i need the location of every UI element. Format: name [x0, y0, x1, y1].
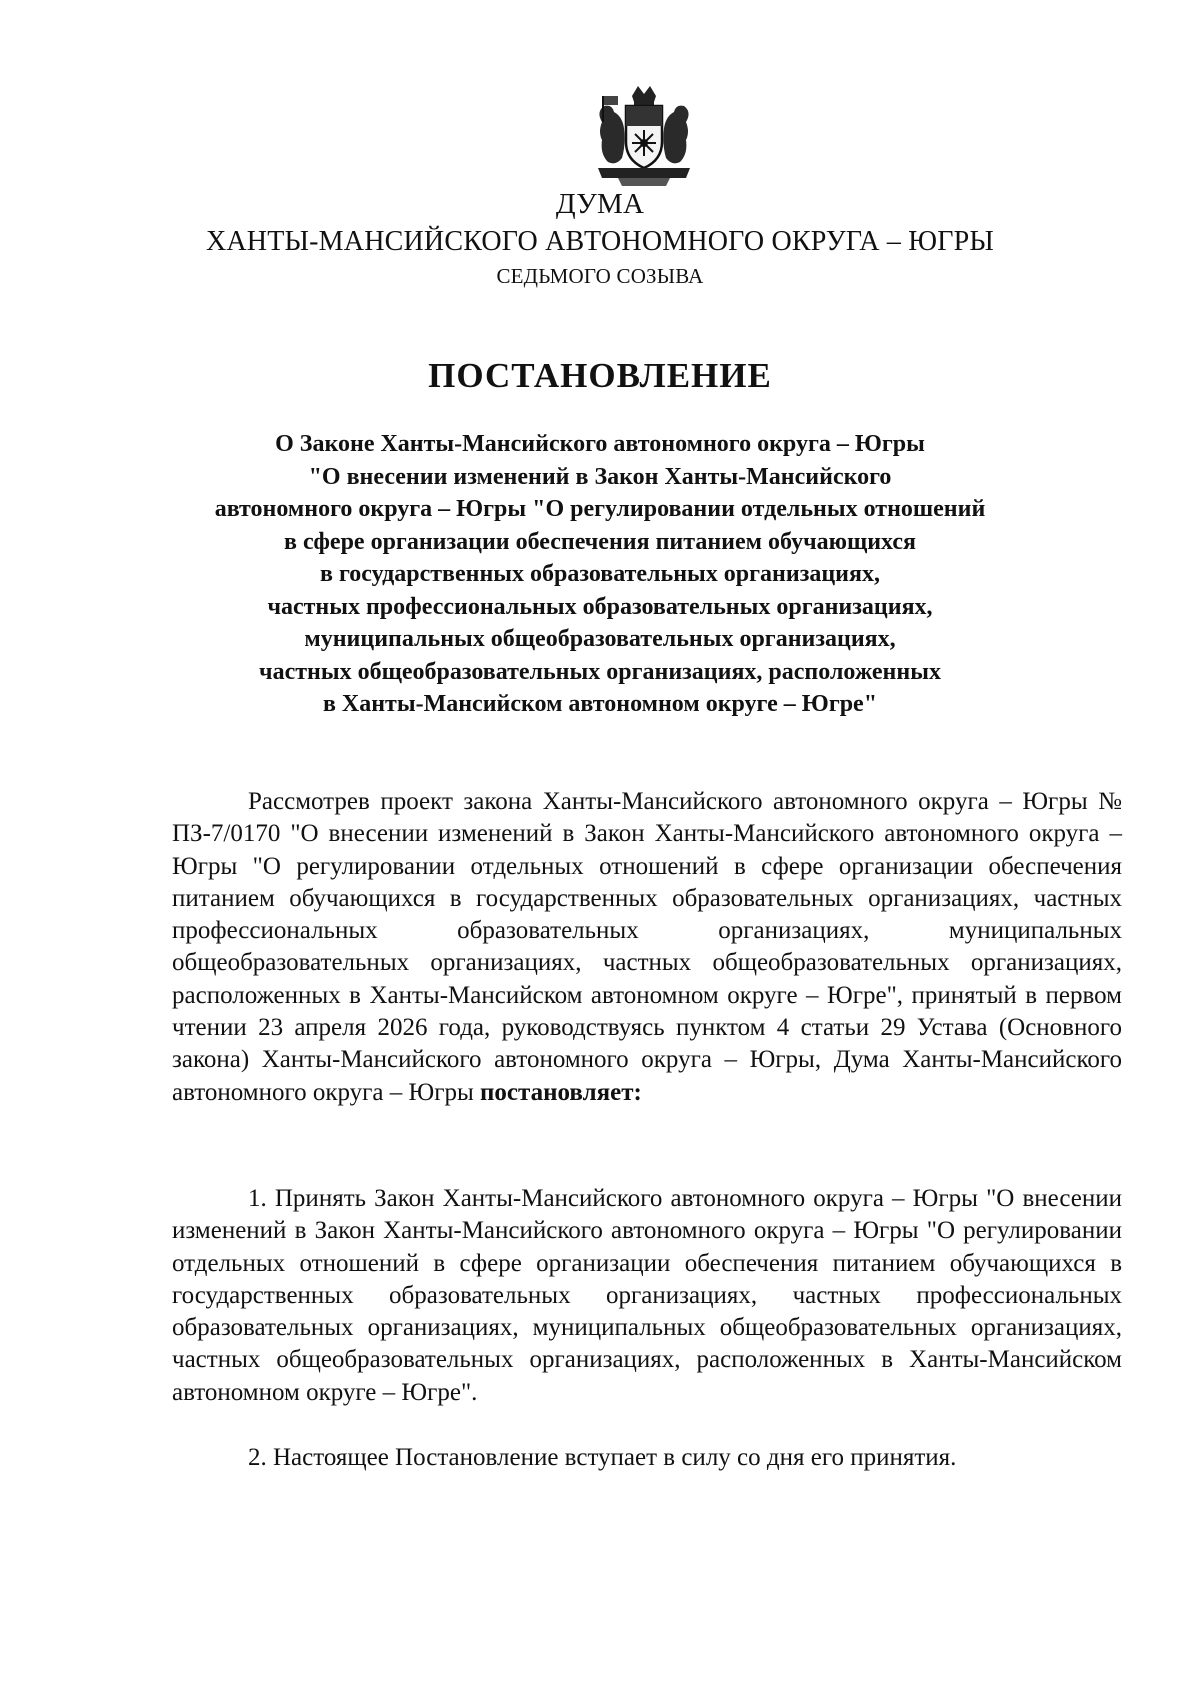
subject-line: в государственных образовательных организациях, — [320, 561, 880, 587]
convocation: СЕДЬМОГО СОЗЫВА — [496, 264, 704, 288]
subject-line: "О внесении изменений в Закон Ханты-Мансийского — [308, 463, 892, 490]
region-name: ХАНТЫ-МАНСИЙСКОГО АВТОНОМНОГО ОКРУГА – ЮГРЫ — [205, 226, 995, 257]
subject-line: автономного округа – Югры "О регулировании отдельных отношений — [214, 496, 986, 522]
item-1-text: 1. Принять Закон Ханты-Мансийского автономного округа – Югры "О внесении изменений в Закон Ханты-Мансийского автономного округа – Югры "О регулировании отдельных отношений в сфере организации обеспечения питанием обучающихся в государственных образовательных организациях, частных профессиональных образовательных организациях, муниципальных общеобразовательных организациях, частных общеобразовательных организациях, расположенных в Ханты-Мансийском автономном округе – Югре". — [172, 1185, 1122, 1406]
preamble-paragraph — [172, 786, 1122, 1109]
subject-line: в Ханты-Мансийском автономном округе – Югре" — [322, 691, 878, 717]
document-subject — [150, 428, 1050, 721]
resolves-word: постановляет: — [480, 1078, 642, 1106]
resolution-item-1 — [172, 1183, 1122, 1409]
duma-title: ДУМА — [555, 188, 645, 220]
subject-line: частных общеобразовательных организациях, расположенных — [259, 658, 941, 685]
document-type: ПОСТАНОВЛЕНИЕ — [428, 356, 772, 395]
resolution-item-2 — [172, 1442, 1122, 1474]
subject-line: в сфере организации обеспечения питанием обучающихся — [284, 528, 916, 555]
item-2-text: 2. Настоящее Постановление вступает в силу со дня его принятия. — [248, 1444, 957, 1471]
khmao-coat-of-arms-icon — [588, 82, 700, 194]
subject-line: муниципальных общеобразовательных организациях, — [304, 626, 896, 652]
subject-line: О Законе Ханты-Мансийского автономного округа – Югры — [275, 431, 925, 457]
preamble-text: Рассмотрев проект закона Ханты-Мансийского автономного округа – Югры № ПЗ-7/0170 "О внесении изменений в Закон Ханты-Мансийского автономного округа – Югры "О регулировании отдельных отношений в сфере организации обеспечения питанием обучающихся в государственных образовательных организациях, частных профессиональных образовательных организациях, муниципальных общеобразовательных организациях, частных общеобразовательных организациях, расположенных в Ханты-Мансийском автономном округе – Югре", принятый в первом чтении 23 апреля 2026 года, руководствуясь пунктом 4 статьи 29 Устава (Основного закона) Ханты-Мансийского автономного округа – Югры, Дума Ханты-Мансийского автономного округа – Югры — [172, 788, 1122, 1106]
subject-line: частных профессиональных образовательных организациях, — [267, 593, 933, 620]
